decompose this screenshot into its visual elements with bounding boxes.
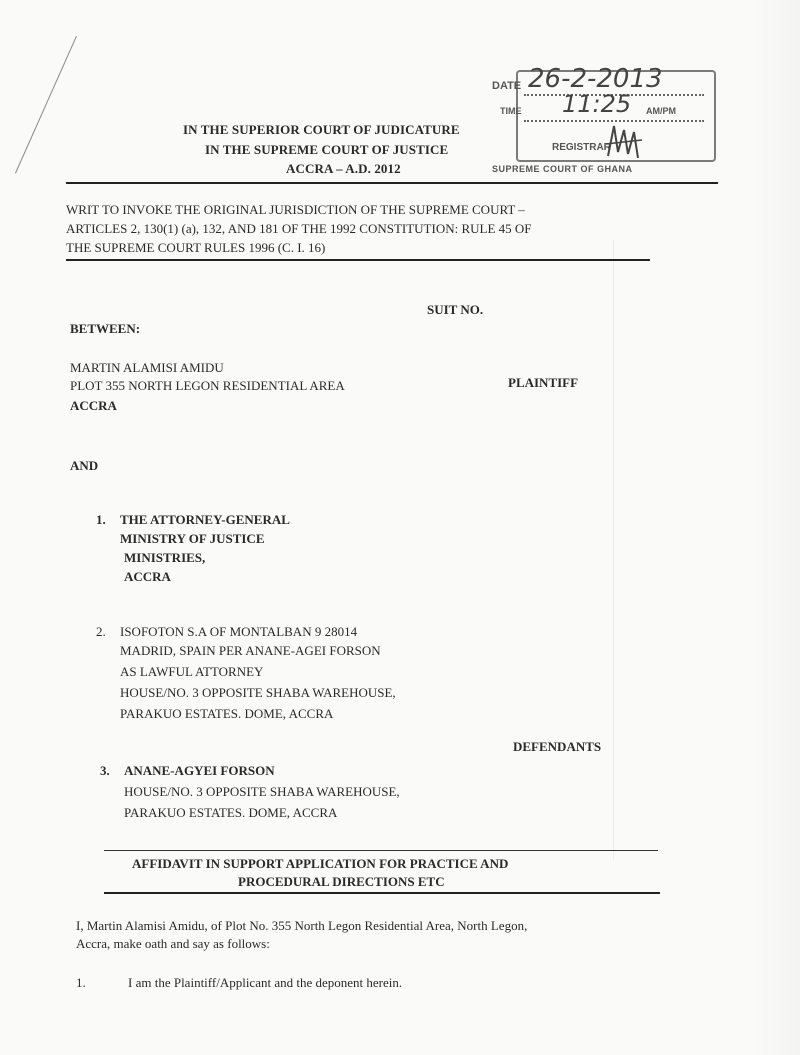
scan-artifact-fold bbox=[613, 240, 614, 860]
stamp-date-label: DATE bbox=[492, 80, 522, 92]
defendant-3-line: HOUSE/NO. 3 OPPOSITE SHABA WAREHOUSE, bbox=[124, 784, 400, 799]
paragraph-number: 1. bbox=[76, 975, 86, 990]
defendant-3-line: PARAKUO ESTATES. DOME, ACCRA bbox=[124, 805, 338, 820]
defendant-3-line: ANANE-AGYEI FORSON bbox=[124, 763, 275, 778]
defendant-2-number: 2. bbox=[96, 624, 106, 639]
defendant-1-line: MINISTRIES, bbox=[124, 550, 206, 565]
court-title-line-1: IN THE SUPERIOR COURT OF JUDICATURE bbox=[183, 122, 460, 137]
scan-artifact-line bbox=[15, 36, 77, 173]
plaintiff-name: MARTIN ALAMISI AMIDU bbox=[70, 360, 224, 375]
court-title-line-3: ACCRA – A.D. 2012 bbox=[286, 161, 401, 176]
defendants-role: DEFENDANTS bbox=[513, 739, 602, 754]
defendant-2-line: AS LAWFUL ATTORNEY bbox=[120, 664, 264, 679]
paragraph-text: I am the Plaintiff/Applicant and the deponent herein. bbox=[128, 975, 403, 990]
stamp-time-label: TIME bbox=[500, 106, 522, 116]
plaintiff-city: ACCRA bbox=[70, 398, 117, 413]
writ-rule bbox=[66, 259, 650, 261]
scan-artifact-edge bbox=[748, 0, 800, 1055]
defendant-2-line: PARAKUO ESTATES. DOME, ACCRA bbox=[120, 706, 334, 721]
plaintiff-address: PLOT 355 NORTH LEGON RESIDENTIAL AREA bbox=[70, 378, 345, 393]
suit-number-label: SUIT NO. bbox=[427, 302, 484, 317]
defendant-3-number: 3. bbox=[100, 763, 110, 778]
defendant-1-number: 1. bbox=[96, 512, 106, 527]
affidavit-title-line-1: AFFIDAVIT IN SUPPORT APPLICATION FOR PRACTICE AND bbox=[132, 856, 509, 871]
and-label: AND bbox=[70, 458, 99, 473]
affidavit-bottom-rule bbox=[104, 892, 660, 894]
stamp-time-suffix: AM/PM bbox=[646, 106, 676, 116]
defendant-1-line: MINISTRY OF JUSTICE bbox=[120, 531, 265, 546]
stamp-date-value: 26-2-2013 bbox=[528, 64, 663, 94]
writ-line-3: THE SUPREME COURT RULES 1996 (C. I. 16) bbox=[66, 240, 326, 255]
header-rule bbox=[66, 182, 718, 184]
stamp-registrar-label: REGISTRAR bbox=[552, 142, 611, 153]
defendant-1-line: THE ATTORNEY-GENERAL bbox=[120, 512, 290, 527]
intro-line-2: Accra, make oath and say as follows: bbox=[76, 936, 270, 951]
affidavit-title-line-2: PROCEDURAL DIRECTIONS ETC bbox=[238, 874, 445, 889]
plaintiff-role: PLAINTIFF bbox=[508, 375, 579, 390]
defendant-2-line: ISOFOTON S.A OF MONTALBAN 9 28014 bbox=[120, 624, 358, 639]
affidavit-top-rule bbox=[104, 850, 658, 851]
writ-line-2: ARTICLES 2, 130(1) (a), 132, AND 181 OF THE 1992 CONSTITUTION: RULE 45 OF bbox=[66, 221, 532, 236]
defendant-1-line: ACCRA bbox=[124, 569, 171, 584]
registry-stamp bbox=[488, 64, 716, 182]
defendant-2-line: HOUSE/NO. 3 OPPOSITE SHABA WAREHOUSE, bbox=[120, 685, 396, 700]
court-title-line-2: IN THE SUPREME COURT OF JUSTICE bbox=[205, 142, 449, 157]
defendant-2-line: MADRID, SPAIN PER ANANE-AGEI FORSON bbox=[120, 643, 381, 658]
writ-line-1: WRIT TO INVOKE THE ORIGINAL JURISDICTION OF THE SUPREME COURT – bbox=[66, 202, 525, 217]
intro-line-1: I, Martin Alamisi Amidu, of Plot No. 355 North Legon Residential Area, North Legon, bbox=[76, 918, 528, 933]
stamp-court-label: SUPREME COURT OF GHANA bbox=[492, 164, 633, 174]
between-label: BETWEEN: bbox=[70, 321, 141, 336]
stamp-time-value: 11:25 bbox=[562, 90, 632, 118]
stamp-signature-mark bbox=[604, 122, 644, 162]
